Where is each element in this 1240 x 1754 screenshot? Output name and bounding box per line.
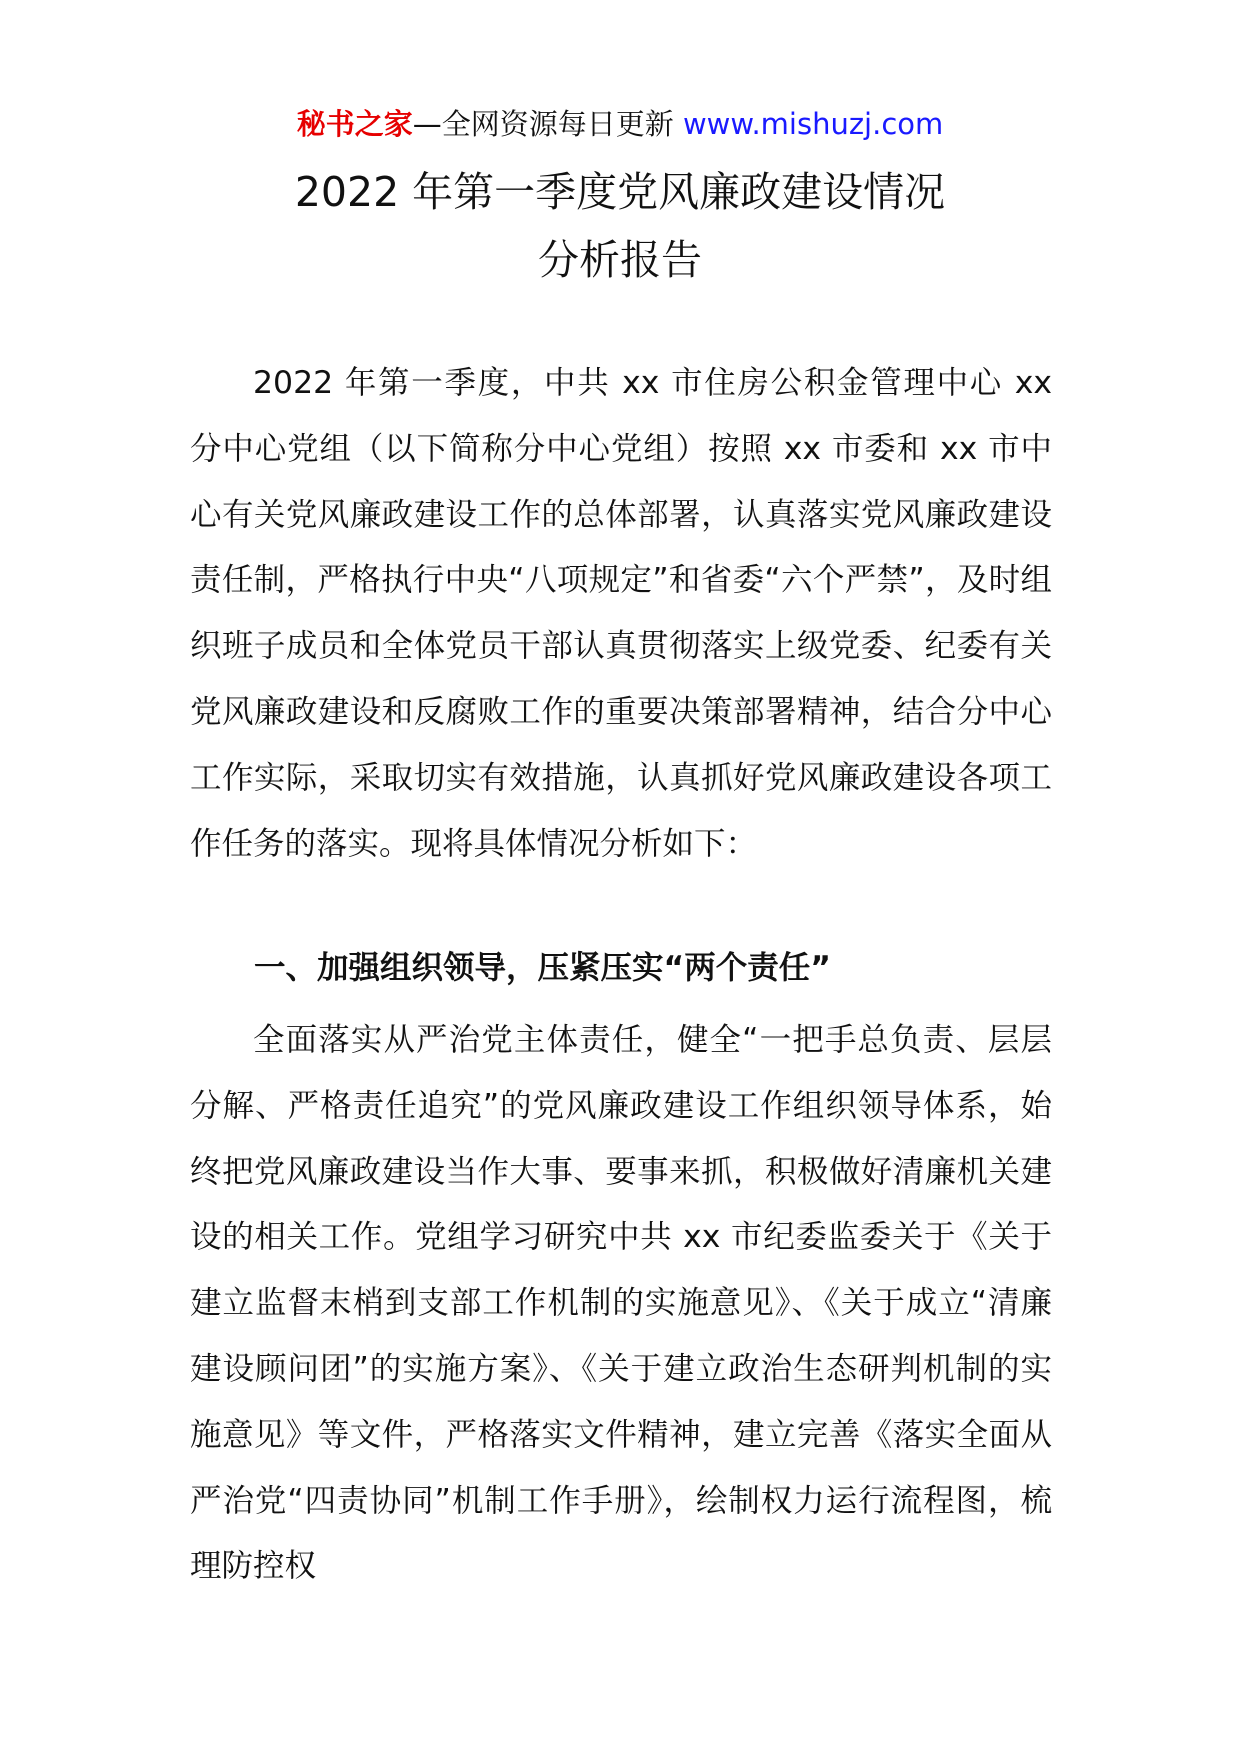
body-paragraph-intro: 2022 年第一季度，中共 xx 市住房公积金管理中心 xx 分中心党组（以下简称分中心党组）按照 xx 市委和 xx 市中心有关党风廉政建设工作的总体部署，认真落实党风廉政建设责任制，严格执行中央“八项规定”和省委“六个严禁”，及时组织班子成员和全体党员干部认真贯彻落实上级党委、纪委有关党风廉政建设和反腐败工作的重要决策部署精神，结合分中心工作实际，采取切实有效措施，认真抓好党风廉政建设各项工作任务的落实。现将具体情况分析如下： [190, 365, 1052, 862]
site-header [0, 104, 1240, 144]
site-url-link[interactable]: www.mishuzj.com [682, 107, 944, 141]
document-title-line-2: 分析报告 [538, 236, 702, 284]
site-brand: 秘书之家 [296, 107, 413, 141]
body-paragraph-section-1: 全面落实从严治党主体责任，健全“一把手总负责、层层分解、严格责任追究”的党风廉政建设工作组织领导体系，始终把党风廉政建设当作大事、要事来抓，积极做好清廉机关建设的相关工作。党组学习研究中共 xx 市纪委监委关于《关于建立监督末梢到支部工作机制的实施意见》、《关于成立“清廉建设顾问团”的实施方案》、《关于建立政治生态研判机制的实施意见》等文件，严格落实文件精神，建立完善《落实全面从严治党“四责协同”机制工作手册》，绘制权力运行流程图，梳理防控权 [190, 1022, 1052, 1585]
document-title-line-1: 2022 年第一季度党风廉政建设情况 [294, 168, 946, 216]
section-heading-1: 一、加强组织领导，压紧压实“两个责任” [254, 950, 831, 986]
site-slogan: —全网资源每日更新 [412, 107, 674, 141]
